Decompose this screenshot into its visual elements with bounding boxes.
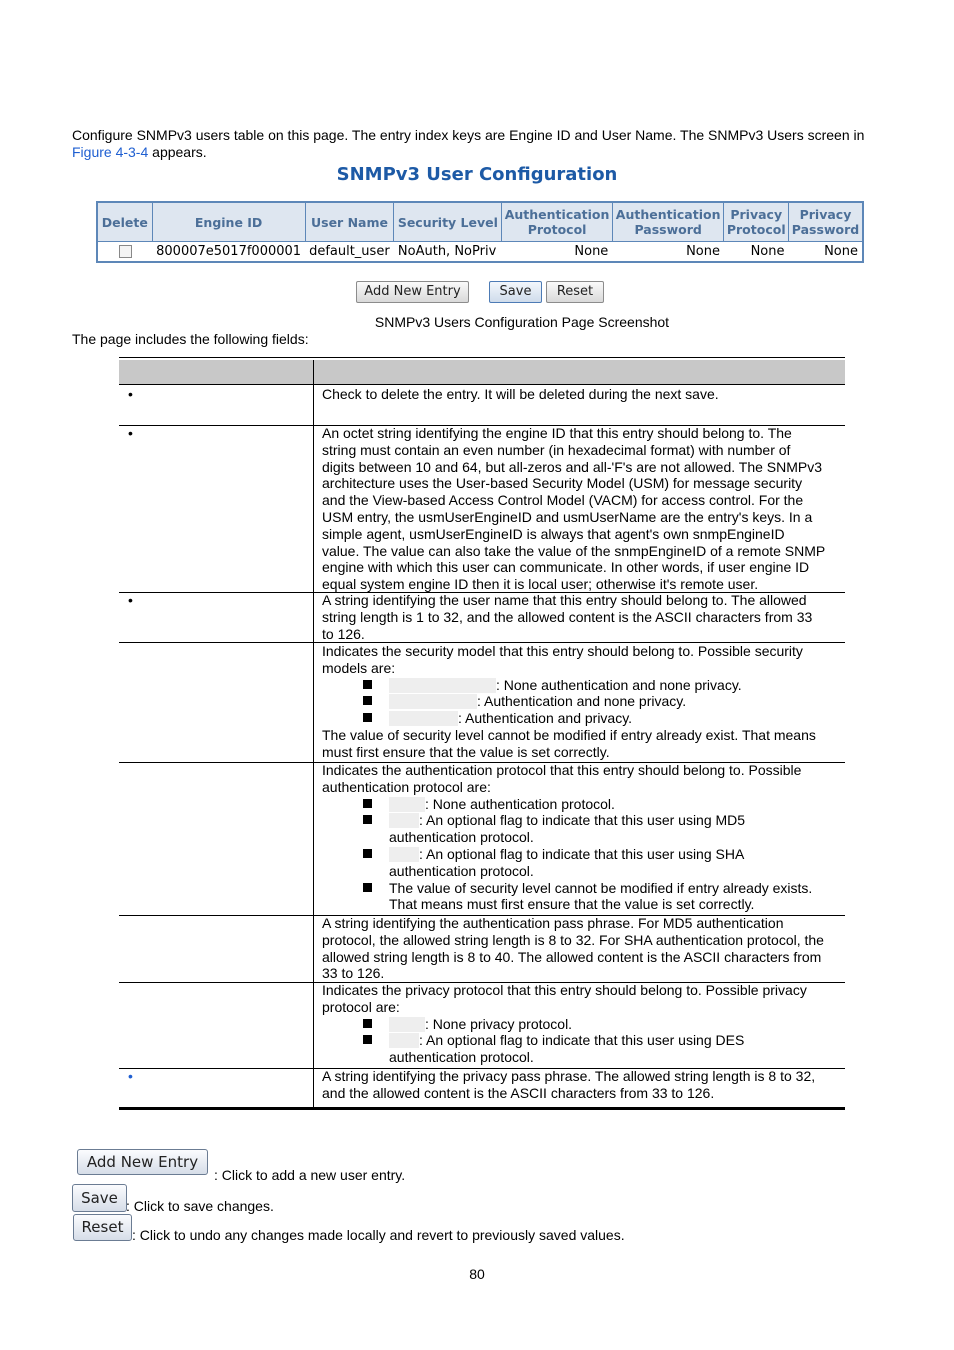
intro-paragraph: Configure SNMPv3 users table on this page. The entry index keys are Engine ID and User Name. The SNMPv3 Users screen in Figure 4-3-4 appears. [72,127,865,160]
save-button-image: Save [72,1184,127,1212]
add-button-note: : Click to add a new user entry. [214,1167,406,1183]
col-security-level: Security Level [394,202,502,242]
add-new-entry-button-image: Add New Entry [77,1149,208,1175]
reset-button-note: : Click to undo any changes made locally and revert to previously saved values. [132,1227,625,1243]
save-button-note: : Click to save changes. [126,1198,274,1214]
col-user-name: User Name [305,202,394,242]
reset-button[interactable]: Reset [546,281,604,303]
reset-button-image: Reset [73,1214,132,1241]
delete-checkbox[interactable] [119,245,132,258]
screenshot-title: SNMPv3 User Configuration [336,164,618,185]
col-privacy-password: Privacy Password [788,202,863,242]
privacy-protocol-cell: None [750,244,785,259]
auth-password-cell: None [686,244,720,259]
figure-link[interactable]: Figure 4-3-4 [72,143,149,160]
auth-protocol-cell: None [574,244,609,259]
fields-intro: The page includes the following fields: [72,331,309,347]
col-delete: Delete [97,202,152,242]
col-privacy-protocol: Privacy Protocol [724,202,789,242]
field-table-header [119,360,845,384]
user-name-cell: default_user [309,244,390,259]
page-number: 80 [469,1266,485,1282]
figure-caption: SNMPv3 Users Configuration Page Screenshot [374,314,670,330]
col-engine-id: Engine ID [152,202,305,242]
table-row [97,242,863,263]
add-new-entry-button[interactable]: Add New Entry [356,281,469,303]
engine-id-cell: 800007e5017f000001 [156,244,302,259]
save-button[interactable]: Save [489,281,542,303]
privacy-password-cell: None [824,244,858,259]
security-level-cell: NoAuth, NoPriv [397,244,497,259]
snmpv3-user-table [96,201,864,263]
col-auth-password: Authentication Password [612,202,724,242]
col-auth-protocol: Authentication Protocol [502,202,612,242]
